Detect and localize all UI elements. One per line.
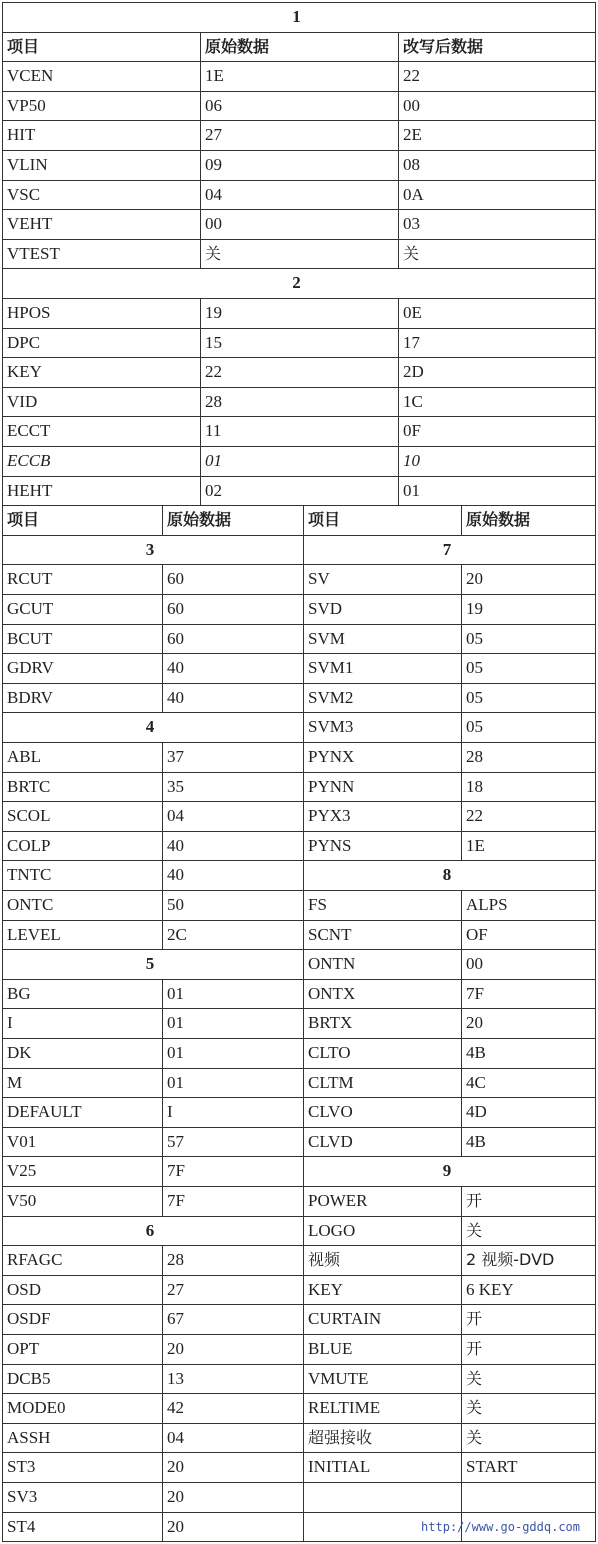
param-name: VMUTE <box>308 1368 369 1388</box>
param-value: 40 <box>167 835 184 855</box>
param-name: RELTIME <box>308 1398 381 1418</box>
col-divider <box>398 91 399 121</box>
param-name: VEHT <box>7 214 53 234</box>
param-name: BCUT <box>7 628 53 648</box>
param-value: 关 <box>466 1398 483 1418</box>
param-name: ONTX <box>308 983 356 1003</box>
param-name: KEY <box>7 362 42 382</box>
col-divider <box>200 150 201 180</box>
col-divider <box>162 1334 163 1364</box>
param-value: 4C <box>466 1072 486 1092</box>
param-value: ALPS <box>466 895 508 914</box>
param-value: 27 <box>205 125 222 145</box>
section-number: 4 <box>145 717 155 737</box>
param-value: 40 <box>167 687 184 707</box>
col-divider <box>398 446 399 476</box>
param-value: 01 <box>403 480 420 500</box>
section-number: 8 <box>442 865 452 885</box>
param-name: SVM1 <box>308 658 354 678</box>
param-name: SVM <box>308 628 345 648</box>
col-divider <box>461 1008 462 1038</box>
col-divider <box>162 831 163 861</box>
col-divider <box>162 564 163 594</box>
param-name: BLUE <box>308 1339 353 1358</box>
param-name: SV3 <box>7 1487 38 1506</box>
param-name: OPT <box>7 1339 40 1358</box>
param-value: 7F <box>466 983 484 1003</box>
param-value: 40 <box>167 658 184 678</box>
section-number: 6 <box>145 1220 155 1240</box>
param-value: 42 <box>167 1398 184 1418</box>
param-value: 0F <box>403 421 421 441</box>
col-divider <box>162 1452 163 1482</box>
param-name: LEVEL <box>7 924 61 944</box>
param-name: CLTM <box>308 1072 354 1092</box>
param-name: ST3 <box>7 1457 36 1477</box>
row-divider <box>303 1541 596 1542</box>
param-value: 关 <box>466 1368 483 1388</box>
param-name: ONTN <box>308 954 356 974</box>
param-value: 19 <box>205 303 222 322</box>
param-name: CURTAIN <box>308 1309 382 1329</box>
param-value: 01 <box>167 983 184 1003</box>
table-border-right <box>595 2 596 1541</box>
param-value: 13 <box>167 1368 184 1388</box>
watermark-url: http://www.go-gddq.com <box>421 1520 580 1534</box>
col-divider <box>461 1275 462 1305</box>
param-value: 2 视频-DVD <box>466 1250 555 1270</box>
col-divider <box>461 1304 462 1334</box>
param-value: 50 <box>167 895 184 914</box>
param-value: 60 <box>167 599 184 618</box>
param-value: 18 <box>466 776 483 796</box>
col-divider <box>162 505 163 535</box>
param-value: 1C <box>403 391 423 411</box>
param-name: PYNX <box>308 747 355 766</box>
param-value: 2C <box>167 924 187 944</box>
section-number: 7 <box>442 539 452 559</box>
section-number: 3 <box>145 539 155 559</box>
param-value: 20 <box>167 1339 184 1358</box>
section-number: 5 <box>145 954 155 974</box>
param-name: LOGO <box>308 1220 356 1240</box>
param-name: ECCT <box>7 421 51 441</box>
param-value: 05 <box>466 658 483 678</box>
col-divider <box>200 416 201 446</box>
param-name: BDRV <box>7 687 53 707</box>
col-divider <box>398 61 399 91</box>
col-divider <box>398 298 399 328</box>
col-divider <box>461 1452 462 1482</box>
param-value: 05 <box>466 717 483 737</box>
param-value: 60 <box>167 569 184 589</box>
param-name: I <box>7 1013 13 1033</box>
col-divider <box>461 1245 462 1275</box>
col-divider <box>200 180 201 210</box>
param-value: 关 <box>466 1220 483 1240</box>
col-divider <box>200 357 201 387</box>
param-name: PYNS <box>308 835 352 855</box>
param-name: SVM3 <box>308 717 354 737</box>
col-divider <box>162 1482 163 1512</box>
col-divider <box>461 920 462 950</box>
param-name: VLIN <box>7 155 48 174</box>
col-divider <box>162 1393 163 1423</box>
param-value: I <box>167 1102 173 1122</box>
param-name: POWER <box>308 1191 368 1210</box>
col-divider <box>162 1068 163 1098</box>
param-value: 15 <box>205 332 222 352</box>
param-name: CLTO <box>308 1043 351 1062</box>
param-name: OSD <box>7 1279 42 1299</box>
param-value: 开 <box>466 1191 483 1210</box>
col-divider <box>162 1275 163 1305</box>
param-name: DPC <box>7 332 41 352</box>
col-divider <box>162 683 163 713</box>
param-value: 4D <box>466 1102 487 1122</box>
param-value: 01 <box>167 1043 184 1062</box>
param-value: 20 <box>466 1013 483 1033</box>
section-number: 9 <box>442 1161 452 1181</box>
col-divider <box>162 801 163 831</box>
param-name: ECCB <box>7 451 51 470</box>
param-value: 17 <box>403 332 420 352</box>
param-value: 01 <box>205 451 222 470</box>
col-divider <box>162 1512 163 1542</box>
param-name: VID <box>7 391 38 411</box>
col-divider <box>162 1156 163 1186</box>
col-divider <box>162 920 163 950</box>
param-name: M <box>7 1072 23 1092</box>
col-divider <box>461 1482 462 1512</box>
param-name: BG <box>7 983 31 1003</box>
param-name: HEHT <box>7 480 53 500</box>
col-divider <box>398 416 399 446</box>
col-divider <box>461 949 462 979</box>
param-value: 20 <box>167 1516 184 1536</box>
param-value: 60 <box>167 628 184 648</box>
param-name: COLP <box>7 835 51 855</box>
param-name: FS <box>308 895 327 914</box>
table-border-left <box>2 2 3 1541</box>
col-divider <box>461 683 462 713</box>
param-value: 关 <box>466 1427 483 1447</box>
param-value: 04 <box>205 184 222 204</box>
row-divider <box>303 1482 596 1483</box>
section-number: 2 <box>292 273 301 293</box>
param-value: 20 <box>167 1457 184 1477</box>
param-name: SCOL <box>7 806 51 826</box>
param-name: DEFAULT <box>7 1102 82 1122</box>
row-divider <box>2 1541 303 1542</box>
row-divider <box>303 1512 596 1513</box>
param-name: CLVD <box>308 1131 353 1151</box>
col-divider <box>398 120 399 150</box>
col-divider <box>162 1127 163 1157</box>
param-name: SVM2 <box>308 687 354 707</box>
param-name: DK <box>7 1043 32 1062</box>
param-value: START <box>466 1457 518 1477</box>
section-number: 1 <box>292 7 301 26</box>
param-value: 28 <box>205 391 222 411</box>
param-name: ASSH <box>7 1427 51 1447</box>
col-divider <box>461 890 462 920</box>
col-divider <box>461 1393 462 1423</box>
param-value: 05 <box>466 687 483 707</box>
param-value: 22 <box>403 66 420 86</box>
param-value: 27 <box>167 1279 184 1299</box>
param-value: 03 <box>403 214 420 234</box>
param-name: RCUT <box>7 569 53 589</box>
column-header: 原始数据 <box>205 36 270 56</box>
col-divider <box>162 772 163 802</box>
param-value: 4B <box>466 1043 486 1062</box>
center-divider <box>303 505 304 1541</box>
col-divider <box>461 594 462 624</box>
param-value: 37 <box>167 747 184 766</box>
col-divider <box>398 209 399 239</box>
column-header: 原始数据 <box>167 510 232 530</box>
param-name: HIT <box>7 125 36 145</box>
col-divider <box>398 150 399 180</box>
col-divider <box>162 1008 163 1038</box>
col-divider <box>398 328 399 358</box>
col-divider <box>398 239 399 269</box>
param-name: MODE0 <box>7 1398 66 1418</box>
param-value: 00 <box>466 954 483 974</box>
param-name: GCUT <box>7 599 54 618</box>
param-name: VP50 <box>7 95 46 115</box>
param-value: 7F <box>167 1161 185 1181</box>
param-value: 4B <box>466 1131 486 1151</box>
col-divider <box>461 624 462 654</box>
param-value: 关 <box>403 243 420 263</box>
param-value: 0E <box>403 303 422 322</box>
col-divider <box>461 742 462 772</box>
col-divider <box>398 357 399 387</box>
param-name: BRTC <box>7 776 51 796</box>
col-divider <box>461 712 462 742</box>
param-value: 20 <box>167 1487 184 1506</box>
param-value: 1E <box>466 835 485 855</box>
param-name: HPOS <box>7 303 51 322</box>
col-divider <box>461 772 462 802</box>
col-divider <box>200 209 201 239</box>
col-divider <box>200 446 201 476</box>
param-value: 关 <box>205 243 222 263</box>
col-divider <box>200 91 201 121</box>
column-header: 项目 <box>7 36 40 56</box>
col-divider <box>162 1423 163 1453</box>
param-value: 28 <box>167 1250 184 1270</box>
column-header: 项目 <box>7 510 40 530</box>
param-value: 01 <box>167 1013 184 1033</box>
param-name: RFAGC <box>7 1250 63 1270</box>
param-value: 11 <box>205 421 222 441</box>
col-divider <box>162 1304 163 1334</box>
col-divider <box>200 476 201 506</box>
col-divider <box>461 505 462 535</box>
col-divider <box>461 653 462 683</box>
param-value: 57 <box>167 1131 184 1151</box>
col-divider <box>162 742 163 772</box>
param-name: VTEST <box>7 243 60 263</box>
param-value: 35 <box>167 776 184 796</box>
param-value: 6 KEY <box>466 1279 514 1299</box>
param-name: 超强接收 <box>308 1427 373 1447</box>
param-value: 开 <box>466 1339 483 1358</box>
param-value: OF <box>466 924 488 944</box>
param-name: OSDF <box>7 1309 51 1329</box>
param-value: 10 <box>403 451 420 470</box>
param-name: CLVO <box>308 1102 353 1122</box>
param-value: 04 <box>167 806 184 826</box>
col-divider <box>398 32 399 62</box>
param-name: KEY <box>308 1279 343 1299</box>
col-divider <box>162 979 163 1009</box>
param-name: TNTC <box>7 865 52 885</box>
col-divider <box>200 328 201 358</box>
param-value: 05 <box>466 628 483 648</box>
param-name: SCNT <box>308 924 352 944</box>
param-value: 2D <box>403 362 424 382</box>
col-divider <box>461 1423 462 1453</box>
col-divider <box>162 1186 163 1216</box>
param-value: 28 <box>466 747 483 766</box>
param-name: 视频 <box>308 1250 341 1270</box>
col-divider <box>200 298 201 328</box>
param-value: 06 <box>205 95 222 115</box>
col-divider <box>461 1364 462 1394</box>
param-value: 22 <box>205 362 222 382</box>
param-name: BRTX <box>308 1013 353 1033</box>
col-divider <box>162 1245 163 1275</box>
col-divider <box>162 1097 163 1127</box>
param-value: 19 <box>466 599 483 618</box>
param-value: 67 <box>167 1309 184 1329</box>
col-divider <box>461 831 462 861</box>
param-name: GDRV <box>7 658 54 678</box>
param-value: 2E <box>403 125 422 145</box>
col-divider <box>200 61 201 91</box>
col-divider <box>200 239 201 269</box>
col-divider <box>461 1334 462 1364</box>
param-value: 08 <box>403 155 420 174</box>
param-name: SV <box>308 569 330 589</box>
col-divider <box>461 564 462 594</box>
param-value: 02 <box>205 480 222 500</box>
param-value: 01 <box>167 1072 184 1092</box>
col-divider <box>461 1097 462 1127</box>
param-name: ST4 <box>7 1516 36 1536</box>
col-divider <box>461 1068 462 1098</box>
col-divider <box>461 1038 462 1068</box>
col-divider <box>461 979 462 1009</box>
col-divider <box>461 1186 462 1216</box>
param-value: 09 <box>205 155 222 174</box>
param-name: V01 <box>7 1131 37 1151</box>
param-name: V50 <box>7 1191 37 1210</box>
param-value: 00 <box>403 95 420 115</box>
param-name: SVD <box>308 599 343 618</box>
param-name: DCB5 <box>7 1368 51 1388</box>
param-name: V25 <box>7 1161 37 1181</box>
param-value: 22 <box>466 806 483 826</box>
column-header: 项目 <box>308 510 341 530</box>
param-name: PYX3 <box>308 806 351 826</box>
param-name: VSC <box>7 184 41 204</box>
col-divider <box>461 801 462 831</box>
param-name: VCEN <box>7 66 54 86</box>
col-divider <box>162 890 163 920</box>
param-value: 开 <box>466 1309 483 1329</box>
col-divider <box>162 1364 163 1394</box>
column-header: 原始数据 <box>466 510 531 530</box>
col-divider <box>398 387 399 417</box>
col-divider <box>398 476 399 506</box>
param-value: 7F <box>167 1191 185 1210</box>
col-divider <box>200 120 201 150</box>
col-divider <box>461 1216 462 1246</box>
param-value: 40 <box>167 865 184 885</box>
param-name: ONTC <box>7 895 54 914</box>
col-divider <box>162 653 163 683</box>
param-value: 00 <box>205 214 222 234</box>
param-value: 1E <box>205 66 224 86</box>
col-divider <box>398 180 399 210</box>
param-value: 04 <box>167 1427 184 1447</box>
column-header: 改写后数据 <box>403 36 484 56</box>
param-value: 20 <box>466 569 483 589</box>
col-divider <box>162 1038 163 1068</box>
param-value: 0A <box>403 184 424 204</box>
param-name: PYNN <box>308 776 355 796</box>
param-name: INITIAL <box>308 1457 371 1477</box>
col-divider <box>200 32 201 62</box>
col-divider <box>162 624 163 654</box>
col-divider <box>162 860 163 890</box>
param-name: ABL <box>7 747 41 766</box>
col-divider <box>461 1127 462 1157</box>
col-divider <box>162 594 163 624</box>
col-divider <box>200 387 201 417</box>
